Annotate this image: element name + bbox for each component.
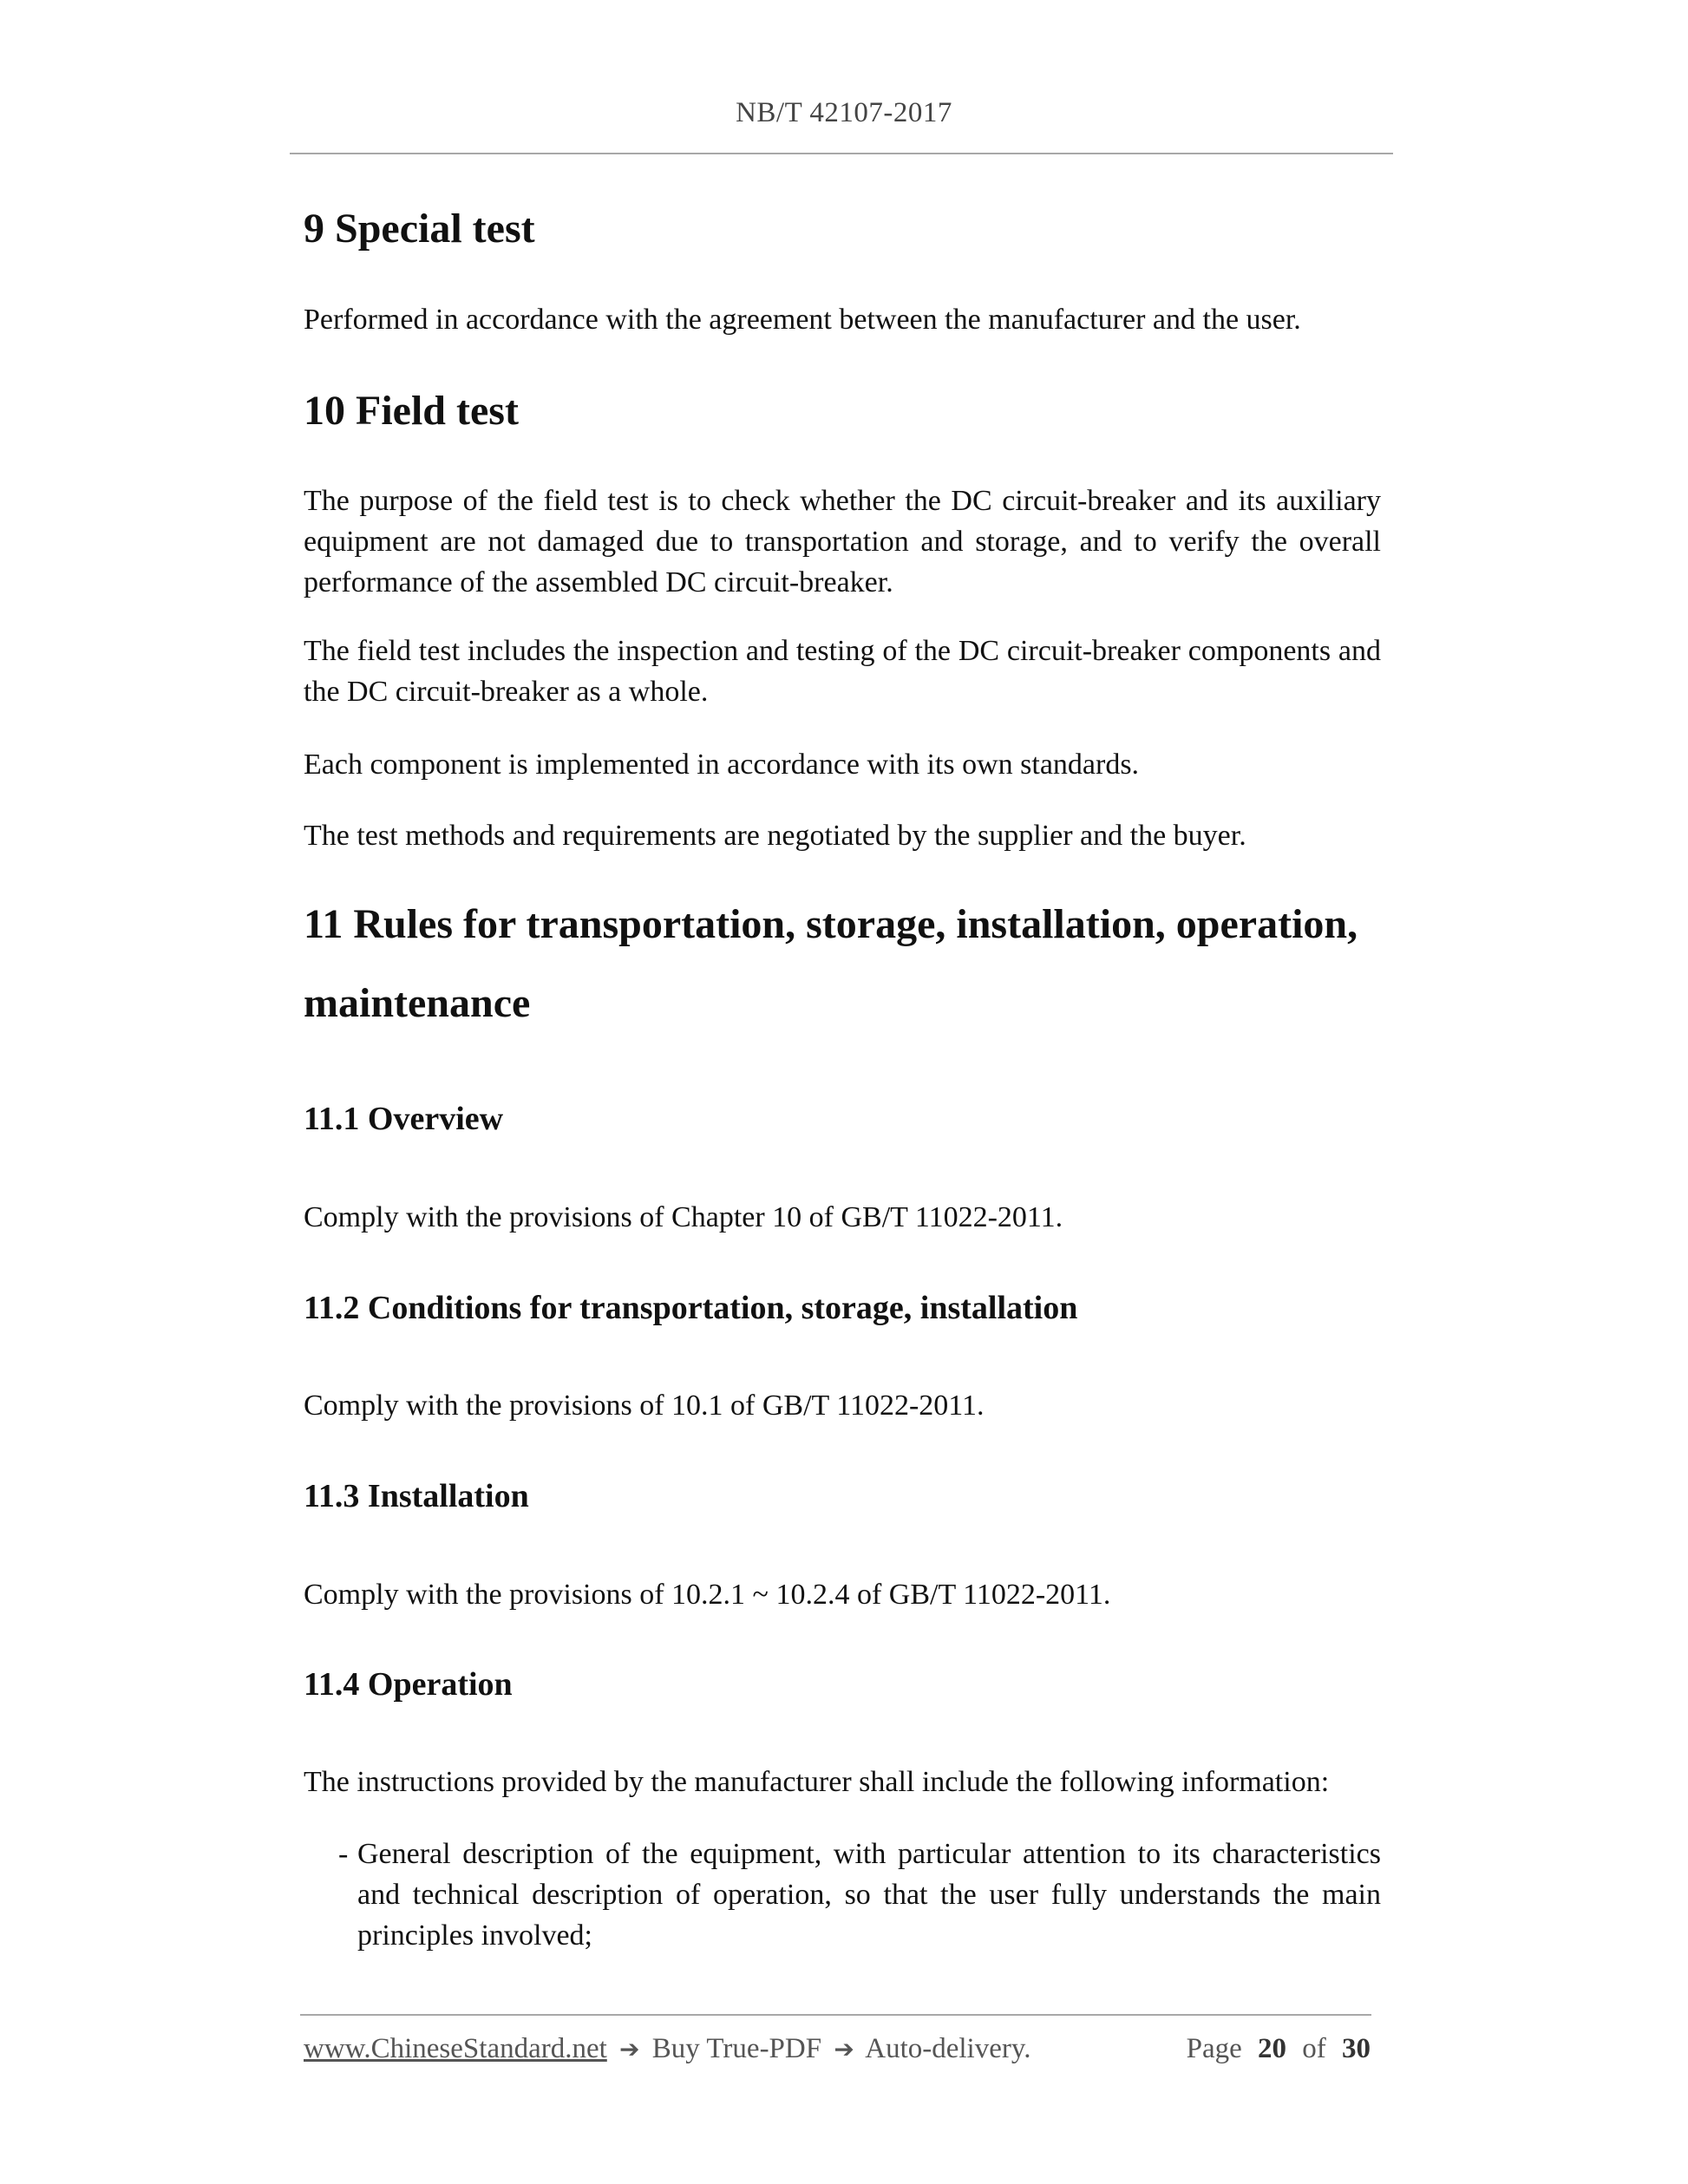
page-current: 20 [1258,2033,1286,2064]
section-10-heading: 10 Field test [304,388,519,434]
page-footer [304,2033,1371,2071]
section-11-1-paragraph: Comply with the provisions of Chapter 10 of GB/T 11022-2011. [304,1201,1063,1233]
auto-delivery-text: Auto-delivery. [865,2033,1031,2064]
arrow-right-icon: ➔ [834,2035,854,2063]
section-11-4-paragraph: The instructions provided by the manufacturer shall include the following information: [304,1766,1330,1798]
footer-divider [300,2014,1371,2016]
bullet-dash: - [338,1838,349,1870]
section-9-paragraph: Performed in accordance with the agreement between the manufacturer and the user. [304,304,1301,336]
section-11-4-heading: 11.4 Operation [304,1666,513,1703]
section-11-3-paragraph: Comply with the provisions of 10.2.1 ~ 10.2.4 of GB/T 11022-2011. [304,1579,1111,1611]
arrow-right-icon: ➔ [619,2035,640,2063]
section-11-1-heading: 11.1 Overview [304,1101,504,1137]
page-number [1187,2033,1371,2065]
section-11-2-heading: 11.2 Conditions for transportation, storage, installation [304,1290,1078,1326]
page-of-label: of [1302,2033,1326,2064]
section-10-paragraph-4: The test methods and requirements are negotiated by the supplier and the buyer. [304,820,1246,852]
footer-purchase-line [304,2033,1030,2065]
chinesestandard-link[interactable]: www.ChineseStandard.net [304,2033,607,2064]
section-10-paragraph-3: Each component is implemented in accordance with its own standards. [304,749,1140,781]
section-11-heading-line-2: maintenance [304,980,531,1026]
list-item-text: General description of the equipment, with particular attention to its characteristics and technical description of operation, so that the user fully understands the main principles involved; [357,1838,1381,1952]
section-11-heading-line-1: 11 Rules for transportation, storage, installation, operation, [304,901,1358,947]
header-divider [290,153,1393,154]
section-9-heading: 9 Special test [304,206,535,252]
section-10-paragraph-2: The field test includes the inspection and testing of the DC circuit-breaker components and the DC circuit-breaker as a whole. [304,635,1381,708]
running-header: NB/T 42107-2017 [736,97,952,128]
page-label: Page [1186,2033,1242,2064]
section-11-3-heading: 11.3 Installation [304,1478,529,1514]
section-10-paragraph-1: The purpose of the field test is to check whether the DC circuit-breaker and its auxiliary equipment are not damaged due to transportation and storage, and to verify the overall performance of the assembled DC circuit-breaker. [304,485,1381,598]
section-11-2-paragraph: Comply with the provisions of 10.1 of GB/T 11022-2011. [304,1390,985,1422]
buy-true-pdf-text: Buy True-PDF [651,2033,822,2064]
list-item [338,1834,1381,1956]
page-total: 30 [1342,2033,1371,2064]
